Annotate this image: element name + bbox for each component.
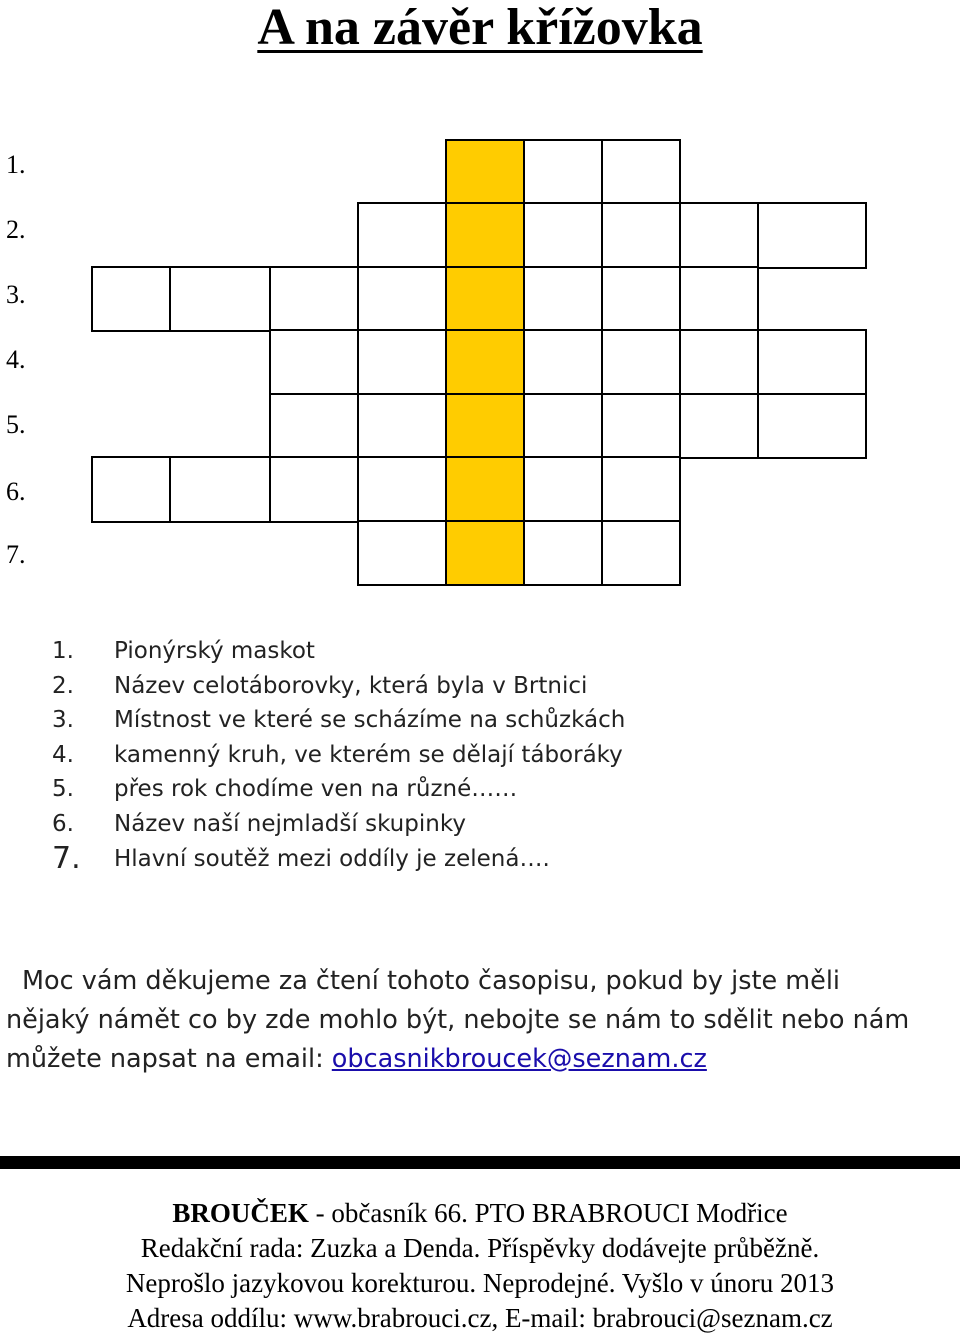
clue-text: přes rok chodíme ven na různé…… [114,776,518,803]
solution-cell[interactable] [445,520,525,586]
clue-text: kamenný kruh, ve kterém se dělají táboráky [114,741,623,768]
brand-name: BROUČEK [172,1198,309,1228]
footer-line-2: Redakční rada: Zuzka a Denda. Příspěvky dodávejte průběžně. [140,1233,820,1263]
crossword-cell[interactable] [269,393,359,459]
crossword-cell[interactable] [601,393,681,459]
footer-line-3: Neprošlo jazykovou korekturou. Neprodejné. Vyšlo v únoru 2013 [125,1268,835,1298]
clue-item [52,634,625,669]
clue-number: 4. [52,741,74,768]
row-number: 6. [6,477,26,506]
crossword-cell[interactable] [357,393,447,459]
crossword-cell[interactable] [357,266,447,332]
clue-number: 5. [52,776,74,803]
thanks-line-3: můžete napsat na email: obcasnikbroucek@seznam.cz [6,1044,707,1074]
crossword-cell[interactable] [523,520,603,586]
thanks-line-2: nějaký námět co by zde mohlo být, nebojte se nám to sdělit nebo nám [6,1005,910,1035]
row-number: 2. [6,215,26,244]
crossword-cell[interactable] [523,266,603,332]
solution-cell[interactable] [445,456,525,523]
crossword-cell[interactable] [679,393,759,459]
crossword-cell[interactable] [679,329,759,396]
footer-divider [0,1156,960,1169]
crossword-cell[interactable] [91,456,171,523]
clue-text: Místnost ve které se scházíme na schůzkách [114,707,626,734]
clue-text: Pionýrský maskot [114,638,315,664]
footer [0,1196,960,1336]
solution-cell[interactable] [445,266,525,332]
clue-item [52,807,625,842]
page-title: A na závěr křížovka [257,0,703,56]
clue-number: 6. [52,810,74,837]
crossword-cell[interactable] [269,456,359,523]
clue-text: Název celotáborovky, která byla v Brtnici [114,672,588,699]
crossword-cell[interactable] [269,266,359,332]
clue-text: Hlavní soutěž mezi oddíly je zelená…. [114,845,550,872]
row-number: 5. [6,410,26,439]
row-number: 4. [6,345,26,374]
clue-item [52,842,625,877]
footer-line-1: BROUČEK - občasník 66. PTO BRABROUCI Modřice [172,1198,788,1228]
row-number: 3. [6,280,26,309]
crossword-cell[interactable] [357,520,447,586]
thanks-message [6,962,936,1079]
crossword-cell[interactable] [601,139,681,205]
thanks-line-1: Moc vám děkujeme za čtení tohoto časopisu, pokud by jste měli [22,966,840,996]
solution-cell[interactable] [445,329,525,396]
solution-cell[interactable] [445,139,525,205]
row-number: 7. [6,540,26,569]
clue-number: 7. [52,840,81,876]
crossword-cell[interactable] [169,456,271,523]
footer-line-4: Adresa oddílu: www.brabrouci.cz, E-mail: brabrouci@seznam.cz [127,1303,833,1333]
clue-item [52,738,625,773]
clue-number: 3. [52,707,74,734]
clue-list [52,634,625,876]
clue-item [52,669,625,704]
crossword-cell[interactable] [601,456,681,523]
clue-item [52,772,625,807]
crossword-cell[interactable] [523,456,603,523]
crossword-cell[interactable] [757,329,867,396]
crossword-cell[interactable] [357,202,447,269]
clue-item [52,703,625,738]
crossword-cell[interactable] [357,329,447,396]
solution-cell[interactable] [445,202,525,269]
crossword-cell[interactable] [523,139,603,205]
crossword-cell[interactable] [269,329,359,396]
clue-number: 1. [52,638,74,664]
crossword-cell[interactable] [601,329,681,396]
crossword-cell[interactable] [523,202,603,269]
crossword-cell[interactable] [91,266,171,332]
row-number: 1. [6,150,26,179]
solution-cell[interactable] [445,393,525,459]
email-link[interactable]: obcasnikbroucek@seznam.cz [331,1044,707,1074]
crossword-cell[interactable] [523,329,603,396]
clue-number: 2. [52,672,74,699]
crossword-cell[interactable] [601,266,681,332]
crossword-cell[interactable] [757,202,867,269]
crossword-cell[interactable] [169,266,271,332]
crossword-cell[interactable] [601,520,681,586]
crossword-grid [0,0,960,600]
crossword-cell[interactable] [601,202,681,269]
crossword-cell[interactable] [679,202,759,269]
crossword-cell[interactable] [523,393,603,459]
crossword-cell[interactable] [679,266,759,332]
clue-text: Název naší nejmladší skupinky [114,810,466,837]
crossword-cell[interactable] [757,393,867,459]
crossword-cell[interactable] [357,456,447,523]
